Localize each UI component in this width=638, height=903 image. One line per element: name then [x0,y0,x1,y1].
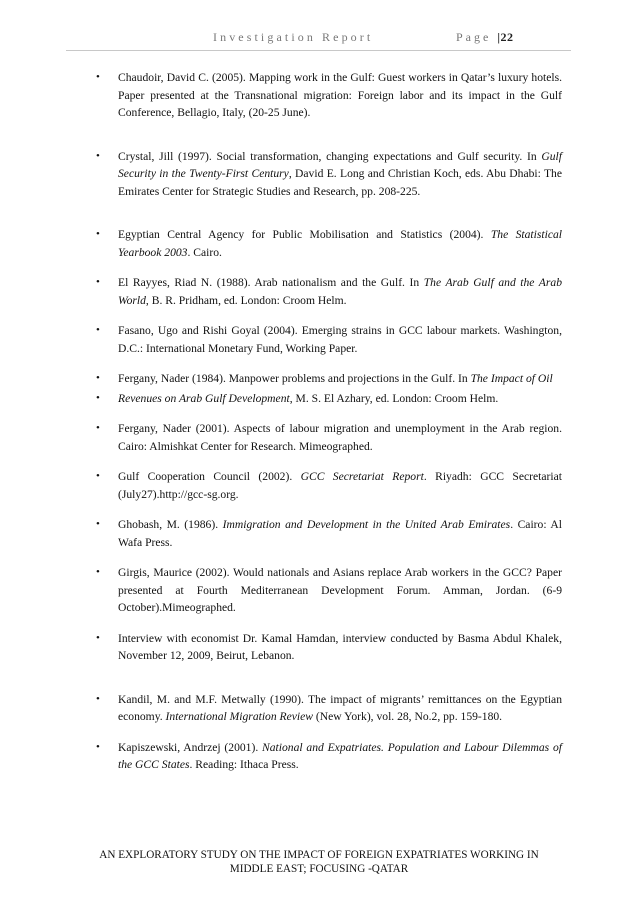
reference-item [0,148,562,201]
reference-item [0,691,562,726]
bullet-icon: • [96,631,100,644]
reference-text: El Rayyes, Riad N. (1988). Arab nationalism and the Gulf. In [118,276,424,289]
reference-text: . Cairo. [187,245,222,259]
reference-text: . Reading: Ithaca Press. [189,758,299,771]
bullet-icon: • [96,71,100,83]
reference-text: Fergany, Nader (1984). Manpower problems and projections in the Gulf. In [118,372,471,385]
reference-item [0,420,562,455]
page-footer [60,848,578,876]
reference-item [0,226,562,261]
bullet-icon: • [96,391,100,404]
footer-line-2: MIDDLE EAST; FOCUSING -QATAR [229,863,409,875]
page-label: Page [456,30,492,44]
reference-title-italic: Gulf Security in the Twenty-First Century [118,149,562,180]
reference-item [0,322,562,357]
bullet-icon: • [96,740,100,753]
reference-text: Ghobash, M. (1986). [118,518,223,531]
reference-item [0,370,562,388]
reference-title-italic: The Arab Gulf and the Arab World [118,276,562,307]
reference-text: Fasano, Ugo and Rishi Goyal (2004). Emerging strains in GCC labour markets. Washington, D.C.: International Monetary Fund, Working Paper. [118,324,562,355]
bullet-icon: • [96,324,100,336]
reference-text: Gulf Cooperation Council (2002). [118,470,301,483]
reference-text: Kapiszewski, Andrzej (2001). [118,740,263,754]
reference-text: , M. S. El Azhary, ed. London: Croom Helm. [289,391,499,405]
bullet-icon: • [96,372,100,384]
reference-item [0,739,562,774]
reference-title-italic: International Migration Review [165,710,314,723]
bullet-icon: • [96,228,100,240]
reference-text: Crystal, Jill (1997). Social transformation, changing expectations and Gulf security. In [118,149,542,163]
reference-text: . Cairo: Al Wafa Press. [118,518,563,549]
reference-text: Chaudoir, David C. (2005). Mapping work in the Gulf: Guest workers in Qatar’s luxury hotels. Paper presented at the Transnational migration: Foreign labor and its impact in the Gulf Conference, Bellagio, Italy, (20-25 June). [118,71,562,119]
reference-item [0,468,562,503]
reference-item [0,69,562,122]
reference-item [0,630,562,665]
bullet-icon: • [96,470,100,482]
reference-title-italic: Immigration and Development in the United Arab Emirates [222,518,511,531]
header-title: Investigation Report [213,30,374,44]
reference-text: Interview with economist Dr. Kamal Hamdan, interview conducted by Basma Abdul Khalek, November 12, 2009, Beirut, Lebanon. [118,631,562,662]
reference-item [0,274,562,309]
reference-text: (New York), vol. 28, No.2, pp. 159-180. [313,710,503,723]
reference-item [0,390,562,408]
reference-title-italic: GCC Secretariat Report [300,470,424,483]
footer-line-1: AN EXPLORATORY STUDY ON THE IMPACT OF FOREIGN EXPATRIATES WORKING IN [99,849,539,861]
bullet-icon: • [96,276,100,288]
reference-text: Kandil, M. and M.F. Metwally (1990). The impact of migrants’ remittances on the Egyptian economy. [118,692,562,723]
reference-text: Girgis, Maurice (2002). Would nationals and Asians replace Arab workers in the GCC? Paper presented at Fourth Mediterranean Development Forum. Amman, Jordan. (6-9 October).Mimeographed. [118,566,562,614]
reference-list [0,69,638,787]
reference-title-italic: Revenues on Arab Gulf Development [118,391,290,405]
reference-text: Egyptian Central Agency for Public Mobilisation and Statistics (2004). [118,228,491,241]
reference-text: , B. R. Pridham, ed. London: Croom Helm. [145,293,347,307]
reference-text: . Riyadh: GCC Secretariat (July27).http://gcc-sg.org. [118,470,562,501]
reference-item [0,516,562,551]
reference-title-italic: The Impact of Oil [470,372,553,385]
reference-title-italic: National and Expatriates. Population and Labour Dilemmas of the GCC States [118,740,562,771]
reference-item [0,564,562,617]
bullet-icon: • [96,422,100,434]
reference-title-italic: The Statistical Yearbook 2003 [118,228,562,259]
page-separator: | [497,30,501,44]
reference-text: Fergany, Nader (2001). Aspects of labour migration and unemployment in the Arab region. Cairo: Almishkat Center for Research. Mimeographed. [118,422,562,453]
reference-text: , David E. Long and Christian Koch, eds. Abu Dhabi: The Emirates Center for Strategic Studies and Research, pp. 208-225. [118,167,562,198]
page-header [0,30,638,52]
bullet-icon: • [96,692,100,705]
header-divider [66,50,571,51]
header-page-number [456,30,513,45]
bullet-icon: • [96,518,100,530]
bullet-icon: • [96,149,100,162]
bullet-icon: • [96,566,100,578]
page-number: 22 [500,30,514,44]
